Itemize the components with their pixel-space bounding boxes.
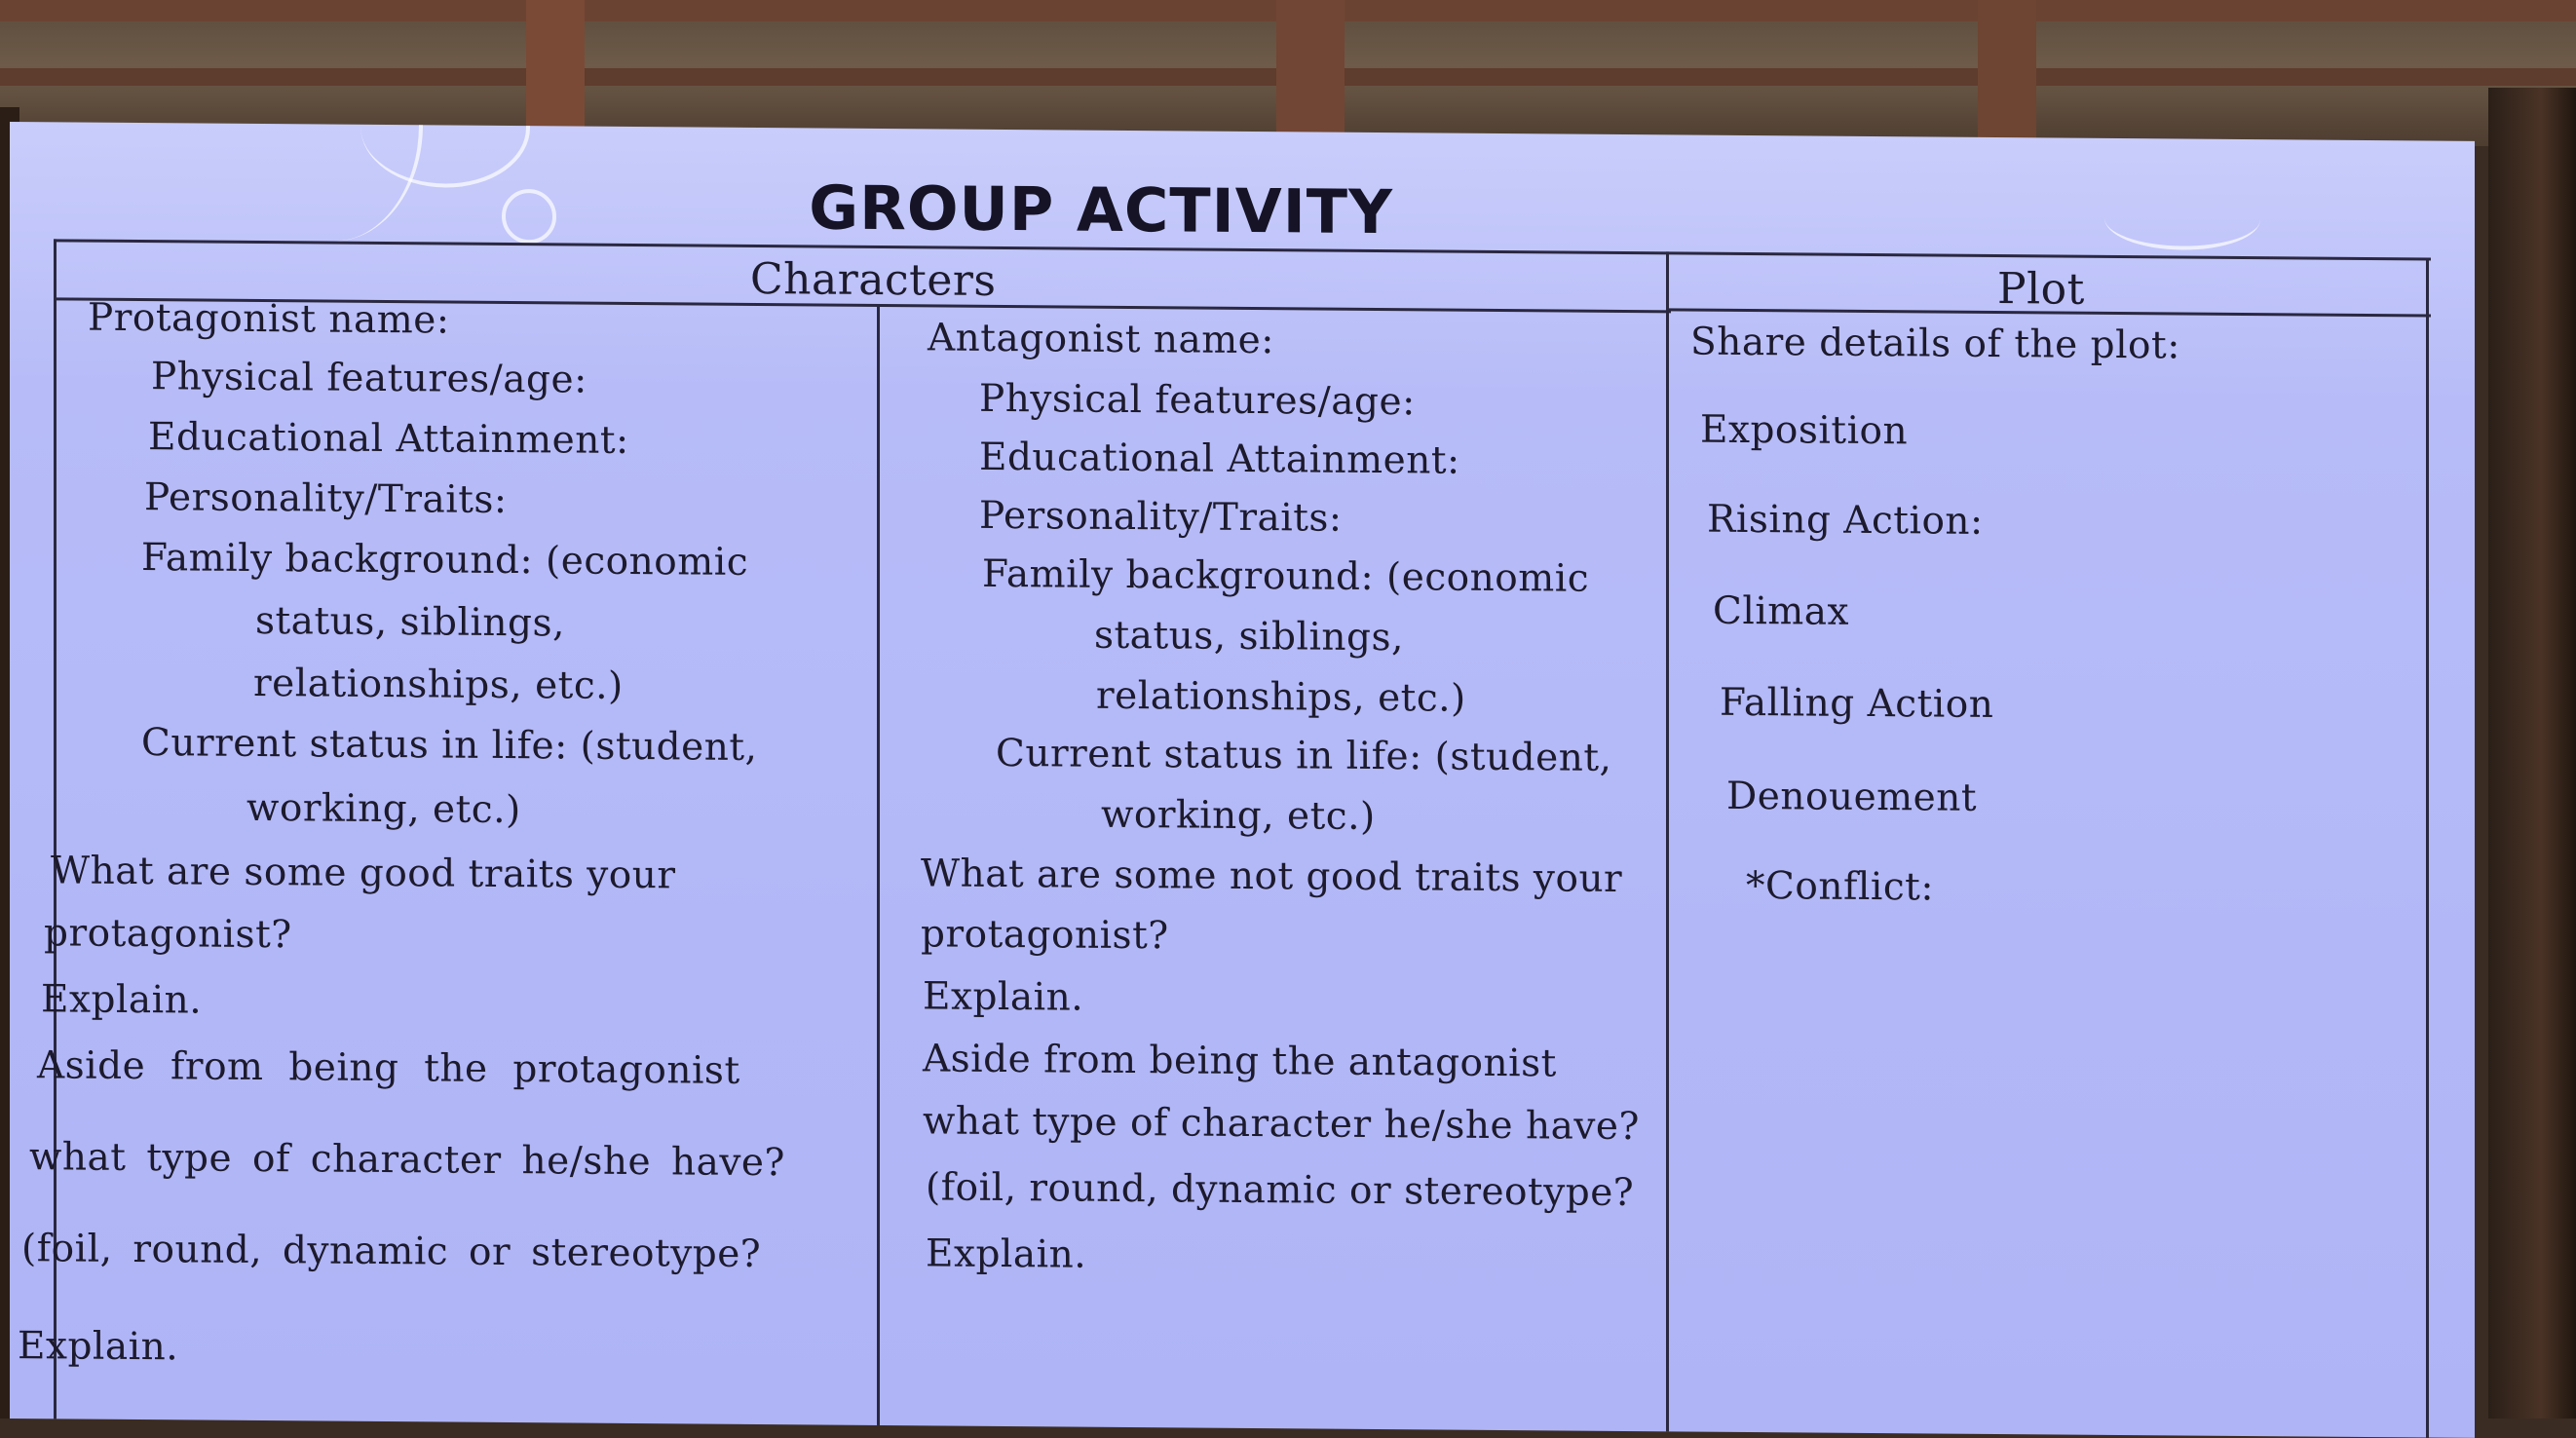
antagonist-personality-label: Personality/Traits: xyxy=(979,493,1343,541)
plot-rising-action-label: Rising Action: xyxy=(1707,497,1984,544)
protagonist-question: Explain. xyxy=(41,977,203,1023)
protagonist-name-label: Protagonist name: xyxy=(88,295,450,343)
protagonist-question: Explain. xyxy=(18,1324,179,1370)
protagonist-question: What are some good traits your xyxy=(51,849,676,898)
protagonist-question: protagonist? xyxy=(44,911,292,958)
antagonist-question: Aside from being the antagonist xyxy=(923,1037,1557,1086)
antagonist-family-label: Family background: (economic xyxy=(982,551,1590,601)
protagonist-family-label: relationships, etc.) xyxy=(253,661,624,708)
slide-title: GROUP ACTIVITY xyxy=(809,171,1393,248)
plot-falling-action-label: Falling Action xyxy=(1720,680,1994,727)
decorative-arc xyxy=(2104,187,2260,250)
screen-frame-right xyxy=(2488,88,2576,1419)
protagonist-family-label: status, siblings, xyxy=(255,598,565,646)
plot-conflict-label: *Conflict: xyxy=(1746,863,1934,910)
protagonist-current-label: working, etc.) xyxy=(246,785,521,833)
antagonist-physical-label: Physical features/age: xyxy=(979,376,1416,425)
projected-slide xyxy=(10,122,2475,1438)
protagonist-personality-label: Personality/Traits: xyxy=(144,475,508,523)
antagonist-question: Explain. xyxy=(923,974,1084,1020)
protagonist-family-label: Family background: (economic xyxy=(141,536,749,585)
antagonist-question: protagonist? xyxy=(921,912,1169,959)
table-border xyxy=(877,304,880,1434)
protagonist-current-label: Current status in life: (student, xyxy=(141,721,758,771)
characters-header: Characters xyxy=(750,253,997,306)
plot-exposition-label: Exposition xyxy=(1700,407,1909,454)
antagonist-current-label: working, etc.) xyxy=(1101,792,1376,840)
antagonist-family-label: relationships, etc.) xyxy=(1096,673,1466,721)
table-border xyxy=(2426,257,2429,1437)
protagonist-education-label: Educational Attainment: xyxy=(148,415,629,463)
plot-denouement-label: Denouement xyxy=(1726,774,1977,820)
antagonist-question: what type of character he/she have? xyxy=(923,1099,1640,1150)
ceiling-post xyxy=(1978,0,2036,146)
protagonist-physical-label: Physical features/age: xyxy=(151,355,587,402)
antagonist-name-label: Antagonist name: xyxy=(928,316,1274,363)
antagonist-question: What are some not good traits your xyxy=(921,851,1623,902)
antagonist-question: (foil, round, dynamic or stereotype? xyxy=(926,1165,1635,1216)
plot-details-label: Share details of the plot: xyxy=(1690,320,2180,368)
protagonist-question: what type of character he/she have? xyxy=(29,1135,785,1186)
antagonist-family-label: status, siblings, xyxy=(1094,613,1404,661)
protagonist-question: (foil, round, dynamic or stereotype? xyxy=(21,1227,762,1277)
antagonist-education-label: Educational Attainment: xyxy=(979,435,1460,483)
antagonist-question: Explain. xyxy=(926,1231,1087,1277)
plot-header: Plot xyxy=(1997,264,2085,315)
ceiling-post xyxy=(1276,0,1345,146)
protagonist-question: Aside from being the protagonist xyxy=(37,1043,740,1093)
table-border xyxy=(1666,251,1669,1438)
ceiling-post xyxy=(526,0,585,146)
plot-climax-label: Climax xyxy=(1713,588,1850,634)
antagonist-current-label: Current status in life: (student, xyxy=(996,731,1612,780)
